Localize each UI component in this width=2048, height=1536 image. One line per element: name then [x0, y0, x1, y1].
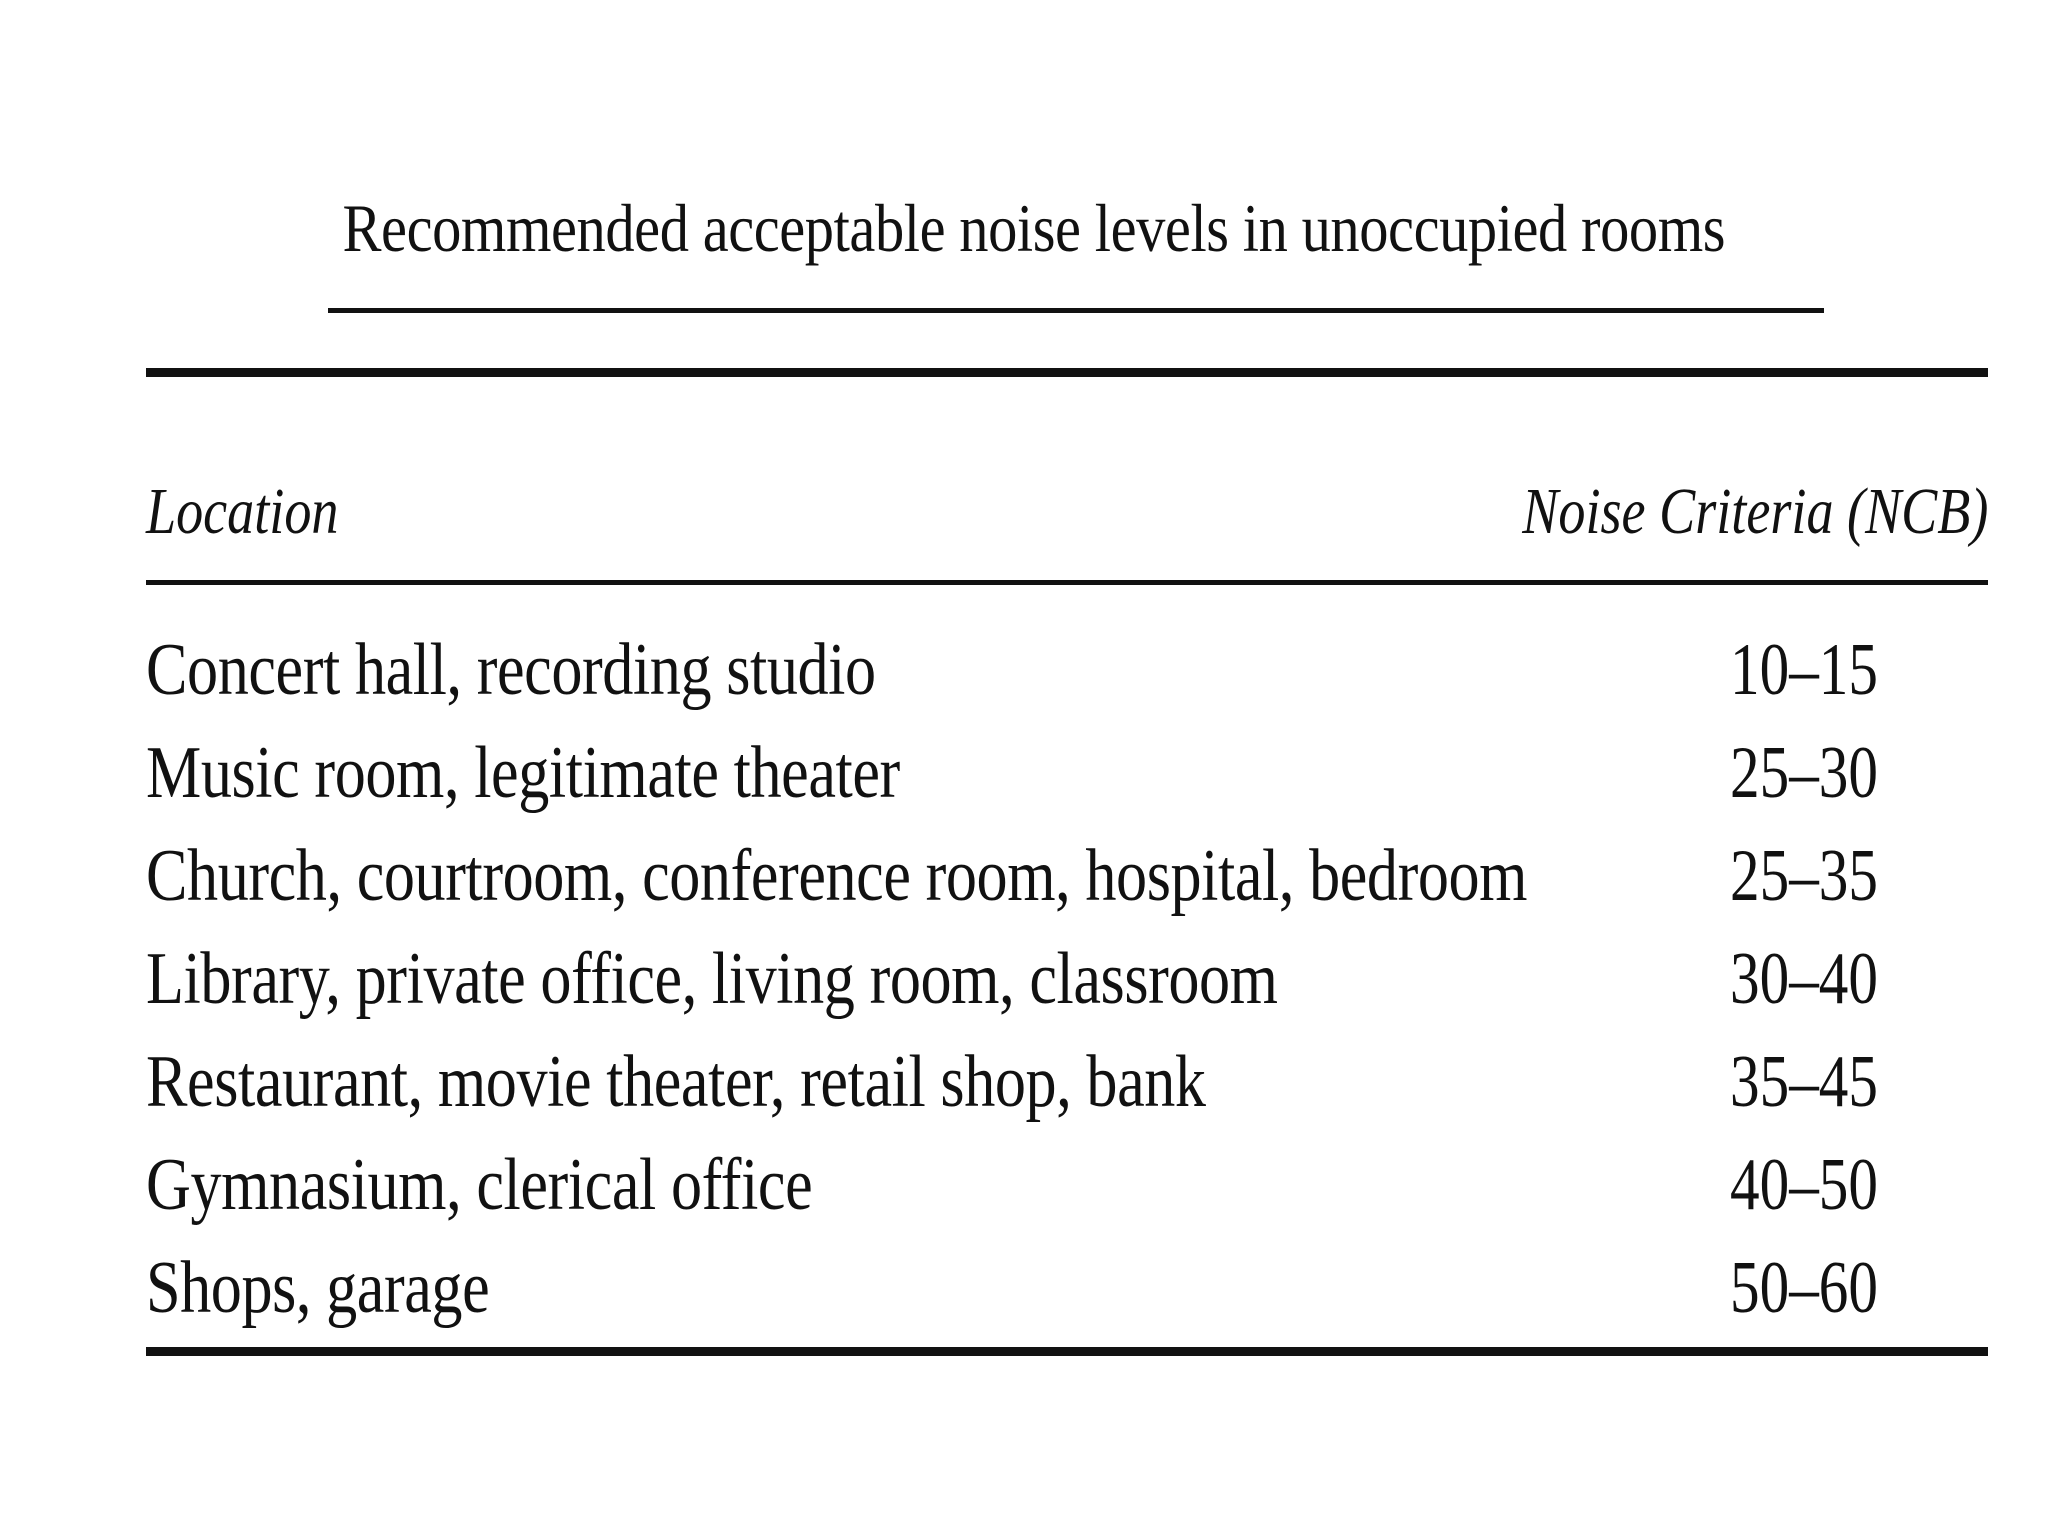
table-bottom-rule — [146, 1347, 1988, 1356]
noise-criteria-cell: 50–60 — [1730, 1247, 1878, 1329]
column-header-location: Location — [146, 475, 339, 548]
table-body — [146, 622, 1988, 1343]
noise-criteria-cell: 25–30 — [1730, 732, 1878, 814]
location-cell: Shops, garage — [146, 1247, 490, 1329]
location-cell: Church, courtroom, conference room, hospital, bedroom — [146, 835, 1528, 917]
title-underline — [328, 308, 1824, 313]
location-cell: Restaurant, movie theater, retail shop, bank — [146, 1041, 1206, 1123]
location-cell: Music room, legitimate theater — [146, 732, 900, 814]
noise-criteria-cell: 10–15 — [1730, 629, 1878, 711]
table-top-rule — [146, 368, 1988, 377]
location-cell: Library, private office, living room, classroom — [146, 938, 1278, 1020]
column-header-noise-criteria: Noise Criteria (NCB) — [1521, 475, 1988, 548]
table-row — [146, 931, 1988, 1034]
location-cell: Gymnasium, clerical office — [146, 1144, 813, 1226]
noise-criteria-cell: 35–45 — [1730, 1041, 1878, 1123]
table-title: Recommended acceptable noise levels in unoccupied rooms — [342, 190, 1726, 266]
table-row — [146, 1240, 1988, 1343]
table-row — [146, 725, 1988, 828]
noise-criteria-cell: 25–35 — [1730, 835, 1878, 917]
table-header-rule — [146, 580, 1988, 585]
table-row — [146, 828, 1988, 931]
location-cell: Concert hall, recording studio — [146, 629, 876, 711]
noise-criteria-cell: 40–50 — [1730, 1144, 1878, 1226]
table-row — [146, 1137, 1988, 1240]
table-row — [146, 1034, 1988, 1137]
table-row — [146, 622, 1988, 725]
noise-criteria-cell: 30–40 — [1730, 938, 1878, 1020]
